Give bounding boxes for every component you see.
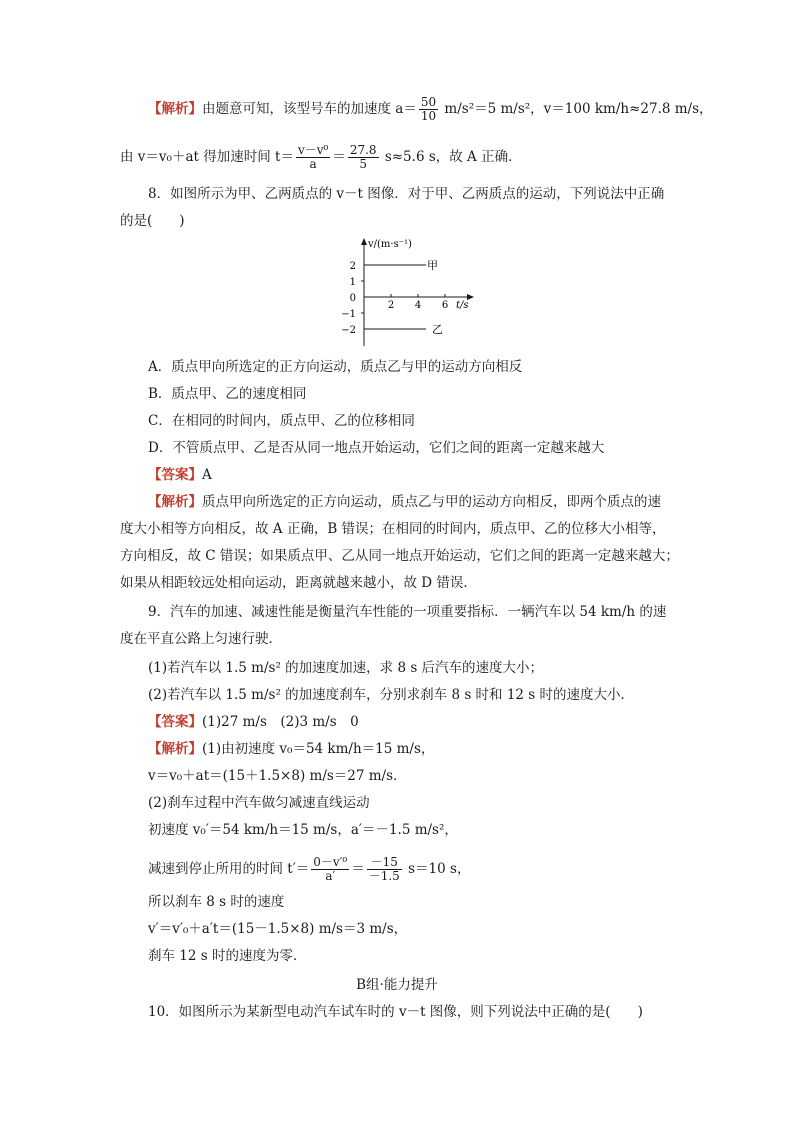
series-jia-label: 甲	[427, 259, 438, 272]
fraction: $\frac{-15}{-1.5}$	[368, 855, 400, 883]
fraction: $\frac{27.8}{5}$	[349, 143, 377, 171]
q9-sub2: (2)若汽车以 1.5 m/s² 的加速度刹车，分别求刹车 8 s 时和 12 s 时的速度大小．	[148, 687, 635, 703]
q9-analysis-line7: v′＝v′₀＋a′t＝(15－1.5×8) m/s＝3 m/s，	[148, 921, 408, 937]
y-tick: 1	[349, 277, 356, 288]
q8-stem-line2: 的是( )	[120, 213, 185, 229]
q8-answer: 【答案】A	[148, 467, 212, 483]
y-tick: 0	[349, 293, 356, 304]
q9-stem-line2: 度在平直公路上匀速行驶．	[120, 631, 282, 647]
fraction: $\frac{50}{10}$	[420, 95, 437, 123]
q8-option-a: A．质点甲向所选定的正方向运动，质点乙与甲的运动方向相反	[148, 359, 523, 375]
q10-stem-line1: 10．如图所示为某新型电动汽车试车时的 v－t 图像，则下列说法中正确的是( )	[148, 1004, 643, 1020]
y-axis-arrow-icon	[361, 238, 367, 245]
y-tick: −1	[341, 309, 356, 320]
q9-sub1: (1)若汽车以 1.5 m/s² 的加速度加速，求 8 s 后汽车的速度大小；	[148, 660, 544, 676]
q8-option-d: D．不管质点甲、乙是否从同一地点开始运动，它们之间的距离一定越来越大	[148, 440, 605, 456]
series-yi-label: 乙	[432, 323, 443, 336]
fraction: $\frac{\text{0－v′⁰}}{a'}$	[313, 855, 348, 883]
q9-analysis-line2: v＝v₀＋at＝(15＋1.5×8) m/s＝27 m/s．	[148, 768, 407, 784]
p7-analysis-line1: 【解析】由题意可知，该型号车的加速度 a＝ $\frac{50}{10}$ m/s²＝5 m/s²，v＝100 km/h≈27.8 m/s，	[148, 95, 713, 123]
analysis-tag: 【解析】	[148, 101, 202, 117]
x-tick: 6	[441, 300, 449, 311]
answer-tag: 【答案】	[148, 714, 202, 730]
q9-analysis-line8: 刹车 12 s 时的速度为零．	[148, 948, 307, 964]
q9-analysis-line1: 【解析】(1)由初速度 v₀＝54 km/h＝15 m/s，	[148, 741, 435, 757]
x-tick: 4	[414, 300, 422, 311]
q8-stem-line1: 8．如图所示为甲、乙两质点的 v－t 图像．对于甲、乙两质点的运动，下列说法中正确	[148, 186, 665, 202]
x-axis-label: t/s	[456, 300, 469, 311]
q9-analysis-line5: 减速到停止所用的时间 t′＝ $\frac{\text{0－v′⁰}}{a'}$ ＝ $\frac{-15}{-1.5}$ s＝10 s，	[148, 855, 471, 883]
analysis-tag: 【解析】	[148, 741, 202, 757]
q8-analysis-line4: 如果从相距较远处相向运动，距离就越来越小，故 D 错误．	[120, 575, 477, 591]
analysis-tag: 【解析】	[148, 494, 202, 510]
q8-analysis-line3: 方向相反，故 C 错误；如果质点甲、乙从同一地点开始运动，它们之间的距离一定越来越大；	[120, 548, 679, 564]
y-tick: −2	[341, 325, 356, 336]
y-axis-label: v/(m·s⁻¹)	[368, 239, 412, 250]
q8-option-c: C．在相同的时间内，质点甲、乙的位移相同	[148, 413, 415, 429]
section-heading: B组·能力提升	[356, 977, 438, 993]
q9-analysis-line4: 初速度 v₀′＝54 km/h＝15 m/s，a′＝－1.5 m/s²，	[148, 822, 458, 838]
y-tick: 2	[349, 261, 356, 272]
x-tick: 2	[387, 300, 395, 311]
q8-option-b: B．质点甲、乙的速度相同	[148, 386, 307, 402]
q8-analysis-line1: 【解析】质点甲向所选定的正方向运动，质点乙与甲的运动方向相反，即两个质点的速	[148, 494, 661, 510]
fraction: $\frac{\text{v－v⁰}}{a}$	[297, 143, 329, 171]
q9-analysis-line6: 所以刹车 8 s 时的速度	[148, 894, 285, 910]
q8-analysis-line2: 度大小相等方向相反，故 A 正确，B 错误；在相同的时间内，质点甲、乙的位移大小相等，	[120, 521, 666, 537]
q9-analysis-line3: (2)刹车过程中汽车做匀减速直线运动	[148, 795, 370, 811]
q8-vt-graph	[334, 236, 484, 348]
q9-stem-line1: 9．汽车的加速、减速性能是衡量汽车性能的一项重要指标．一辆汽车以 54 km/h 的速	[148, 604, 667, 620]
q9-answer: 【答案】(1)27 m/s (2)3 m/s 0	[148, 714, 359, 730]
p7-analysis-line2: 由 v＝v₀＋at 得加速时间 t＝ $\frac{\text{v－v⁰}}{a}$ ＝ $\frac{27.8}{5}$ s≈5.6 s，故 A 正确．	[120, 143, 522, 171]
answer-tag: 【答案】	[148, 467, 202, 483]
